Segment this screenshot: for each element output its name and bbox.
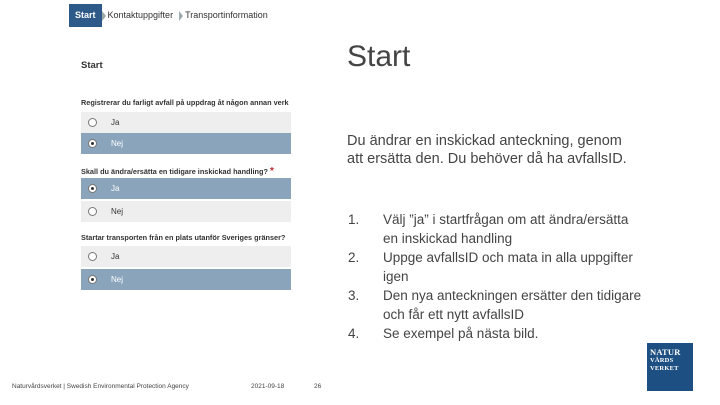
step-item bbox=[345, 249, 645, 286]
slide-intro: Du ändrar en inskickad anteckning, genom att ersätta den. Du behöver då ha avfallsID. bbox=[347, 133, 627, 167]
logo-text-line: NATUR bbox=[650, 347, 681, 357]
option-q3-nej[interactable] bbox=[81, 269, 291, 290]
tab-transportinformation[interactable] bbox=[179, 4, 274, 27]
question-text: Skall du ändra/ersätta en tidigare inskickad handling? bbox=[81, 167, 268, 176]
form-title: Start bbox=[81, 60, 103, 71]
step-number: 4. bbox=[348, 326, 360, 341]
radio-unselected-icon[interactable] bbox=[88, 252, 97, 261]
option-q3-ja[interactable] bbox=[81, 246, 291, 267]
question-text: Startar transporten från en plats utanför Sveriges gränser? bbox=[81, 233, 286, 242]
form-screenshot bbox=[69, 0, 291, 318]
radio-unselected-icon[interactable] bbox=[88, 207, 97, 216]
footer-page-number: 26 bbox=[314, 383, 322, 390]
footer-organization: Naturvårdsverket | Swedish Environmental Protection Agency bbox=[12, 383, 189, 390]
tab-kontaktuppgifter[interactable] bbox=[102, 4, 180, 27]
question-outside-sweden bbox=[81, 233, 285, 242]
radio-selected-icon[interactable] bbox=[88, 139, 97, 148]
tab-label: Transportinformation bbox=[185, 10, 268, 20]
option-label: Ja bbox=[111, 184, 120, 193]
tab-separator-icon bbox=[102, 11, 106, 21]
steps-list bbox=[345, 211, 645, 344]
step-item bbox=[345, 211, 645, 248]
radio-selected-icon[interactable] bbox=[88, 275, 97, 284]
step-item bbox=[345, 287, 645, 324]
step-tabs bbox=[69, 4, 291, 27]
step-number: 1. bbox=[348, 212, 360, 227]
step-number: 2. bbox=[348, 250, 360, 265]
radio-selected-icon[interactable] bbox=[88, 184, 97, 193]
option-q1-nej[interactable] bbox=[81, 133, 291, 154]
option-q2-ja[interactable] bbox=[81, 178, 291, 199]
step-text: Välj ”ja” i startfrågan om att ändra/ersätta en inskickad handling bbox=[383, 212, 629, 246]
step-text: Uppge avfallsID och mata in alla uppgifter igen bbox=[383, 250, 633, 284]
step-text: Se exempel på nästa bild. bbox=[383, 326, 539, 341]
option-q1-ja[interactable] bbox=[81, 112, 291, 133]
required-marker: * bbox=[269, 166, 274, 177]
question-text: Registrerar du farligt avfall på uppdrag åt någon annan verk bbox=[81, 98, 289, 107]
footer-date: 2021-09-18 bbox=[251, 383, 285, 390]
step-text: Den nya anteckningen ersätter den tidigare och får ett nytt avfallsID bbox=[383, 288, 642, 322]
radio-unselected-icon[interactable] bbox=[88, 118, 97, 127]
step-number: 3. bbox=[348, 288, 360, 303]
tab-label: Kontaktuppgifter bbox=[107, 10, 174, 20]
slide-title: Start bbox=[347, 40, 411, 73]
option-label: Nej bbox=[111, 275, 124, 284]
option-label: Ja bbox=[111, 118, 120, 127]
tab-start[interactable]: Start bbox=[69, 4, 102, 27]
naturvardsverket-logo bbox=[647, 343, 693, 391]
tab-separator-icon bbox=[179, 11, 183, 21]
step-item bbox=[345, 325, 645, 344]
logo-text-line: VERKET bbox=[650, 365, 679, 372]
logo-text-line: VÅRDS bbox=[650, 357, 674, 364]
question-on-behalf bbox=[81, 98, 289, 107]
question-replace-document bbox=[81, 166, 274, 177]
option-label: Nej bbox=[111, 207, 124, 216]
option-q2-nej[interactable] bbox=[81, 201, 291, 222]
option-label: Ja bbox=[111, 252, 120, 261]
option-label: Nej bbox=[111, 139, 124, 148]
